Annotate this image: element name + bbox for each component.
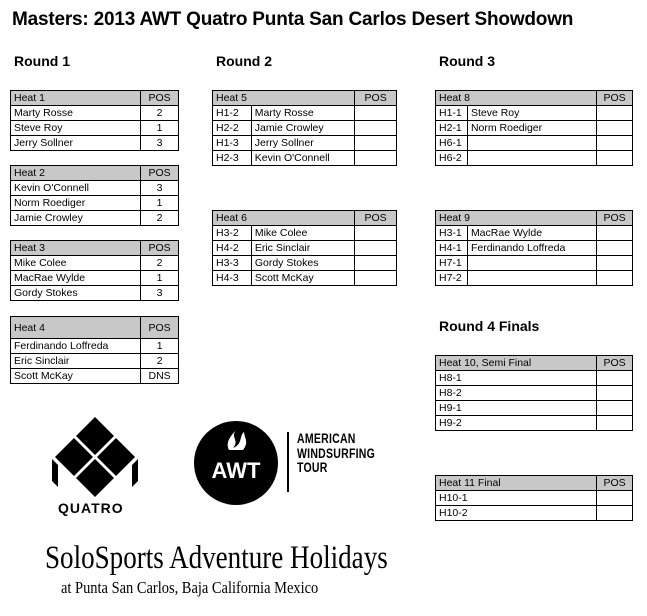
rider-pos <box>597 256 633 271</box>
heat-1-table <box>10 90 179 151</box>
rider-pos <box>597 416 633 431</box>
rider-name <box>467 136 596 151</box>
table-row <box>11 256 179 271</box>
quatro-logo-icon <box>50 415 140 500</box>
rider-name: Scott McKay <box>251 271 354 286</box>
heat-name: Heat 9 <box>436 211 597 226</box>
table-row <box>11 369 179 384</box>
rider-name: Jerry Sollner <box>251 136 355 151</box>
seed: H6-1 <box>436 136 468 151</box>
rider-pos <box>597 371 633 386</box>
table-row <box>436 371 633 386</box>
table-row <box>213 121 397 136</box>
rider-pos: 2 <box>141 354 179 369</box>
seed: H1-2 <box>213 106 252 121</box>
rider-pos <box>355 226 397 241</box>
seed: H3-2 <box>213 226 252 241</box>
table-row <box>11 136 179 151</box>
pos-header: POS <box>141 241 179 256</box>
awt-logo-icon <box>193 420 279 506</box>
pos-header: POS <box>355 211 397 226</box>
rider-pos <box>597 106 633 121</box>
rider-pos: 1 <box>141 121 179 136</box>
pos-header: POS <box>597 476 633 491</box>
table-row <box>11 354 179 369</box>
rider-name: Kevin O'Connell <box>11 181 141 196</box>
rider-pos <box>355 121 397 136</box>
table-row <box>436 151 633 166</box>
rider-name: Steve Roy <box>467 106 596 121</box>
rider-pos <box>355 136 397 151</box>
page-title: Masters: 2013 AWT Quatro Punta San Carlos Desert Showdown <box>12 9 574 30</box>
rider-name: Jamie Crowley <box>251 121 355 136</box>
rider-name: Marty Rosse <box>251 106 355 121</box>
table-row <box>436 241 633 256</box>
quatro-wordmark: QUATRO <box>58 500 124 516</box>
rider-name: Ferdinando Loffreda <box>467 241 596 256</box>
pos-header: POS <box>597 211 633 226</box>
seed: H7-1 <box>436 256 468 271</box>
table-row <box>11 181 179 196</box>
table-row <box>436 256 633 271</box>
seed: H10-1 <box>436 491 597 506</box>
table-row <box>213 106 397 121</box>
rider-pos: 2 <box>141 106 179 121</box>
rider-name: Scott McKay <box>11 369 141 384</box>
rider-name: Eric Sinclair <box>251 241 354 256</box>
pos-header: POS <box>355 91 397 106</box>
pos-header: POS <box>141 317 179 339</box>
rider-name: MacRae Wylde <box>11 271 141 286</box>
rider-pos: 3 <box>141 136 179 151</box>
table-row <box>11 286 179 301</box>
table-row <box>213 136 397 151</box>
rider-name: Norm Roediger <box>467 121 596 136</box>
round-3-title: Round 3 <box>439 53 495 69</box>
seed: H4-2 <box>213 241 252 256</box>
table-row <box>436 226 633 241</box>
rider-pos <box>597 151 633 166</box>
heat-name: Heat 8 <box>436 91 597 106</box>
heat-name: Heat 3 <box>11 241 141 256</box>
sponsor-subtitle: at Punta San Carlos, Baja California Mexico <box>61 578 319 597</box>
table-row <box>436 401 633 416</box>
table-row <box>436 121 633 136</box>
awt-badge-text: AWT <box>211 458 261 483</box>
rider-name: MacRae Wylde <box>467 226 596 241</box>
table-row <box>436 416 633 431</box>
rider-pos: DNS <box>141 369 179 384</box>
rider-pos: 1 <box>141 271 179 286</box>
seed: H1-3 <box>213 136 252 151</box>
table-row <box>11 271 179 286</box>
table-row <box>11 121 179 136</box>
heat-name: Heat 4 <box>11 317 141 339</box>
rider-name: Steve Roy <box>11 121 141 136</box>
table-row <box>436 386 633 401</box>
table-row <box>436 136 633 151</box>
table-row <box>213 241 397 256</box>
sponsor-title: SoloSports Adventure Holidays <box>45 540 388 576</box>
rider-pos: 1 <box>141 339 179 354</box>
seed: H7-2 <box>436 271 468 286</box>
rider-name: Marty Rosse <box>11 106 141 121</box>
rider-pos: 2 <box>141 211 179 226</box>
heat-9-table <box>435 210 633 286</box>
rider-name: Eric Sinclair <box>11 354 141 369</box>
awt-line-3: TOUR <box>297 460 328 475</box>
heat-name: Heat 11 Final <box>436 476 597 491</box>
seed: H2-2 <box>213 121 252 136</box>
rider-pos <box>597 121 633 136</box>
rider-pos <box>355 241 397 256</box>
awt-line-1: AMERICAN <box>297 431 356 446</box>
heat-6-table <box>212 210 397 286</box>
rider-name <box>467 256 596 271</box>
seed: H2-1 <box>436 121 468 136</box>
seed: H10-2 <box>436 506 597 521</box>
awt-line-2: WINDSURFING <box>297 445 376 461</box>
rider-name: Gordy Stokes <box>251 256 354 271</box>
table-row <box>213 151 397 166</box>
table-row <box>213 256 397 271</box>
rider-pos <box>355 151 397 166</box>
pos-header: POS <box>597 356 633 371</box>
seed: H4-1 <box>436 241 468 256</box>
rider-pos: 2 <box>141 256 179 271</box>
heat-name: Heat 2 <box>11 166 141 181</box>
rider-pos <box>597 271 633 286</box>
rider-pos <box>597 226 633 241</box>
table-row <box>436 271 633 286</box>
rider-name <box>467 271 596 286</box>
seed: H2-3 <box>213 151 252 166</box>
seed: H4-3 <box>213 271 252 286</box>
rider-pos <box>597 241 633 256</box>
pos-header: POS <box>141 91 179 106</box>
pos-header: POS <box>141 166 179 181</box>
rider-pos <box>597 491 633 506</box>
round-1-title: Round 1 <box>14 53 70 69</box>
round-4-title: Round 4 Finals <box>439 318 540 334</box>
table-row <box>436 106 633 121</box>
rider-name: Norm Roediger <box>11 196 141 211</box>
rider-pos <box>597 386 633 401</box>
table-row <box>436 506 633 521</box>
seed: H3-3 <box>213 256 252 271</box>
heat-2-table <box>10 165 179 226</box>
rider-name: Jamie Crowley <box>11 211 141 226</box>
table-row <box>213 271 397 286</box>
heat-name: Heat 1 <box>11 91 141 106</box>
seed: H3-1 <box>436 226 468 241</box>
rider-pos: 3 <box>141 181 179 196</box>
rider-name: Gordy Stokes <box>11 286 141 301</box>
table-row <box>11 211 179 226</box>
rider-pos: 1 <box>141 196 179 211</box>
heat-3-table <box>10 240 179 301</box>
seed: H8-1 <box>436 371 597 386</box>
rider-pos <box>597 506 633 521</box>
heat-5-table <box>212 90 397 166</box>
rider-pos <box>597 136 633 151</box>
heat-name: Heat 10, Semi Final <box>436 356 597 371</box>
table-row <box>11 339 179 354</box>
table-row <box>436 491 633 506</box>
seed: H6-2 <box>436 151 468 166</box>
rider-name: Mike Colee <box>11 256 141 271</box>
table-row <box>213 226 397 241</box>
rider-pos <box>597 401 633 416</box>
rider-pos <box>355 271 397 286</box>
awt-divider <box>287 432 289 492</box>
rider-name: Mike Colee <box>251 226 354 241</box>
heat-11-table <box>435 475 633 521</box>
heat-4-table <box>10 316 179 384</box>
table-row <box>11 106 179 121</box>
heat-10-table <box>435 355 633 431</box>
awt-wordmark <box>297 432 375 476</box>
rider-name: Kevin O'Connell <box>251 151 355 166</box>
table-row <box>11 196 179 211</box>
rider-pos <box>355 106 397 121</box>
seed: H1-1 <box>436 106 468 121</box>
rider-name: Jerry Sollner <box>11 136 141 151</box>
seed: H8-2 <box>436 386 597 401</box>
seed: H9-1 <box>436 401 597 416</box>
pos-header: POS <box>597 91 633 106</box>
seed: H9-2 <box>436 416 597 431</box>
rider-pos <box>355 256 397 271</box>
heat-name: Heat 5 <box>213 91 355 106</box>
round-2-title: Round 2 <box>216 53 272 69</box>
rider-name: Ferdinando Loffreda <box>11 339 141 354</box>
rider-name <box>467 151 596 166</box>
heat-name: Heat 6 <box>213 211 355 226</box>
heat-8-table <box>435 90 633 166</box>
rider-pos: 3 <box>141 286 179 301</box>
